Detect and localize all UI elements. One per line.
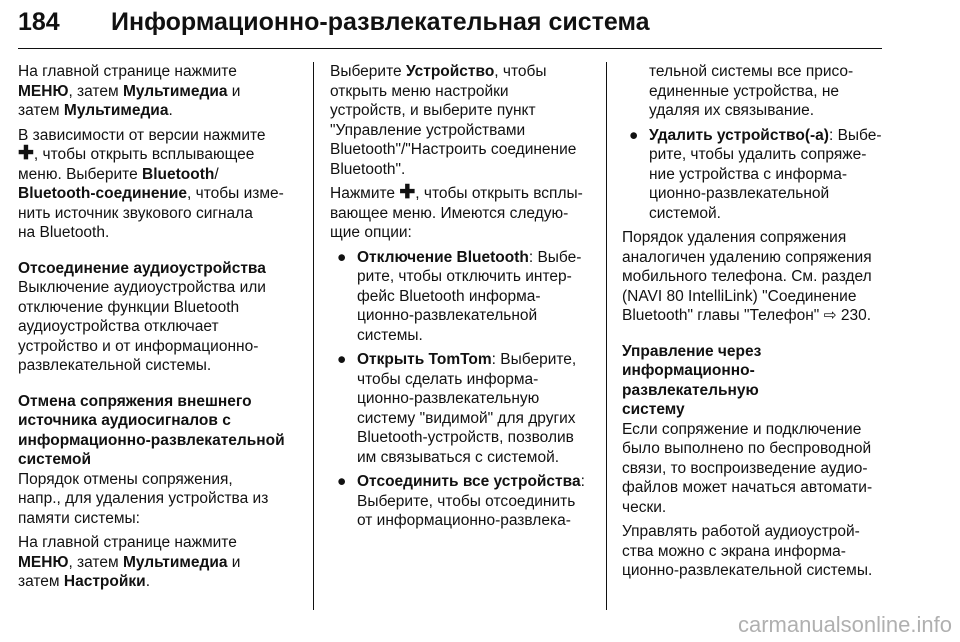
bullet-icon: ● (337, 351, 347, 368)
page-reference-arrow-icon: ⇨ (823, 307, 837, 324)
paragraph: Если сопряжение и подключение было выполнено по беспроводной связи, то воспроизведение аудио- файлов может начаться автомати- чески. (622, 420, 873, 516)
page-header (18, 8, 920, 48)
plus-icon: ✚ (18, 143, 34, 164)
settings-label: Настройки (63, 573, 146, 590)
list-item: ● Удалить устройство(-а): Выбе- рите, чтобы удалить сопряже- ние устройства с информа- ционно-развлекательной системой. (629, 126, 882, 222)
multimedia-label: Мультимедиа (122, 82, 228, 100)
paragraph: Порядок удаления сопряжения аналогичен удалению сопряжения мобильного телефона. См. раздел (NAVI 80 IntelliLink) "Соединение Bluetooth" главы "Телефон" ⇨ 230. (622, 229, 872, 324)
bullet-icon: ● (337, 473, 347, 490)
section-heading: Управление через информационно-развлекательную систему (622, 342, 762, 418)
paragraph: Управлять работой аудиоустрой- ства можно с экрана информа- ционно-развлекательной системы. (622, 523, 873, 579)
paragraph: В зависимости от версии нажмите ✚, чтобы открыть всплывающее меню. Выберите Bluetooth/ Bluetooth-соединение, чтобы изме- нить источник звукового сигнала на Bluetooth. (18, 126, 284, 241)
bluetooth-label: Bluetooth (142, 165, 215, 183)
column-divider-2 (606, 62, 607, 610)
watermark: carmanualsonline.info (737, 612, 952, 637)
page-reference: 230. (836, 307, 872, 324)
paragraph: Порядок отмены сопряжения, напр., для удаления устройства из памяти системы: (18, 470, 269, 527)
multimedia-label: Мультимедиа (63, 102, 169, 119)
bluetooth-connection-label: Bluetooth-соединение (18, 185, 188, 202)
column-1 (18, 62, 304, 597)
column-divider-1 (313, 62, 314, 610)
menu-label: МЕНЮ (18, 553, 69, 571)
paragraph: Выключение аудиоустройства или отключение функции Bluetooth аудиоустройства отключает устройство и от информационно- развлекательной системы. (18, 279, 266, 374)
plus-icon: ✚ (399, 182, 416, 203)
paragraph: Выберите Устройство, чтобы открыть меню настройки устройств, и выберите пункт "Управление устройствами Bluetooth"/"Настроить соединение Bluetooth". (330, 63, 577, 178)
list-item-continued: тельной системы все присо- единенные устройства, не удаляя их связывание. (649, 63, 854, 119)
paragraph: На главной странице нажмите МЕНЮ, затем Мультимедиа и затем Мультимедиа. (18, 63, 241, 119)
list-item: ● Отключение Bluetooth: Выбе- рите, чтобы отключить интер- фейс Bluetooth информа- ционно-развлекательной системы. (337, 248, 582, 344)
list-item: ● Открыть TomTom: Выберите, чтобы сделать информа- ционно-развлекательную систему "видимой" для других Bluetooth-устройств, позволив им связываться с системой. (337, 351, 577, 466)
paragraph: Нажмите ✚, чтобы открыть всплы- вающее меню. Имеются следую- щие опции: (330, 182, 583, 241)
bullet-icon: ● (629, 126, 639, 144)
section-heading: Отсоединение аудиоустройства (18, 259, 266, 277)
page-number: 184 (18, 8, 60, 36)
column-2 (330, 62, 602, 536)
multimedia-label: Мультимедиа (122, 553, 228, 571)
column-3 (622, 62, 886, 586)
menu-label: МЕНЮ (18, 82, 69, 100)
paragraph: На главной странице нажмите МЕНЮ, затем Мультимедиа и затем Настройки. (18, 534, 241, 590)
header-rule (18, 48, 882, 49)
page-title: Информационно-развлекательная система (111, 8, 650, 36)
bullet-icon: ● (337, 248, 347, 266)
device-label: Устройство (405, 63, 495, 80)
section-heading: Отмена сопряжения внешнего источника аудиосигналов с информационно-развлекательной системой (18, 392, 285, 468)
list-item: ● Отсоединить все устройства: Выберите, чтобы отсоединить от информационно-развлека- (337, 473, 585, 529)
